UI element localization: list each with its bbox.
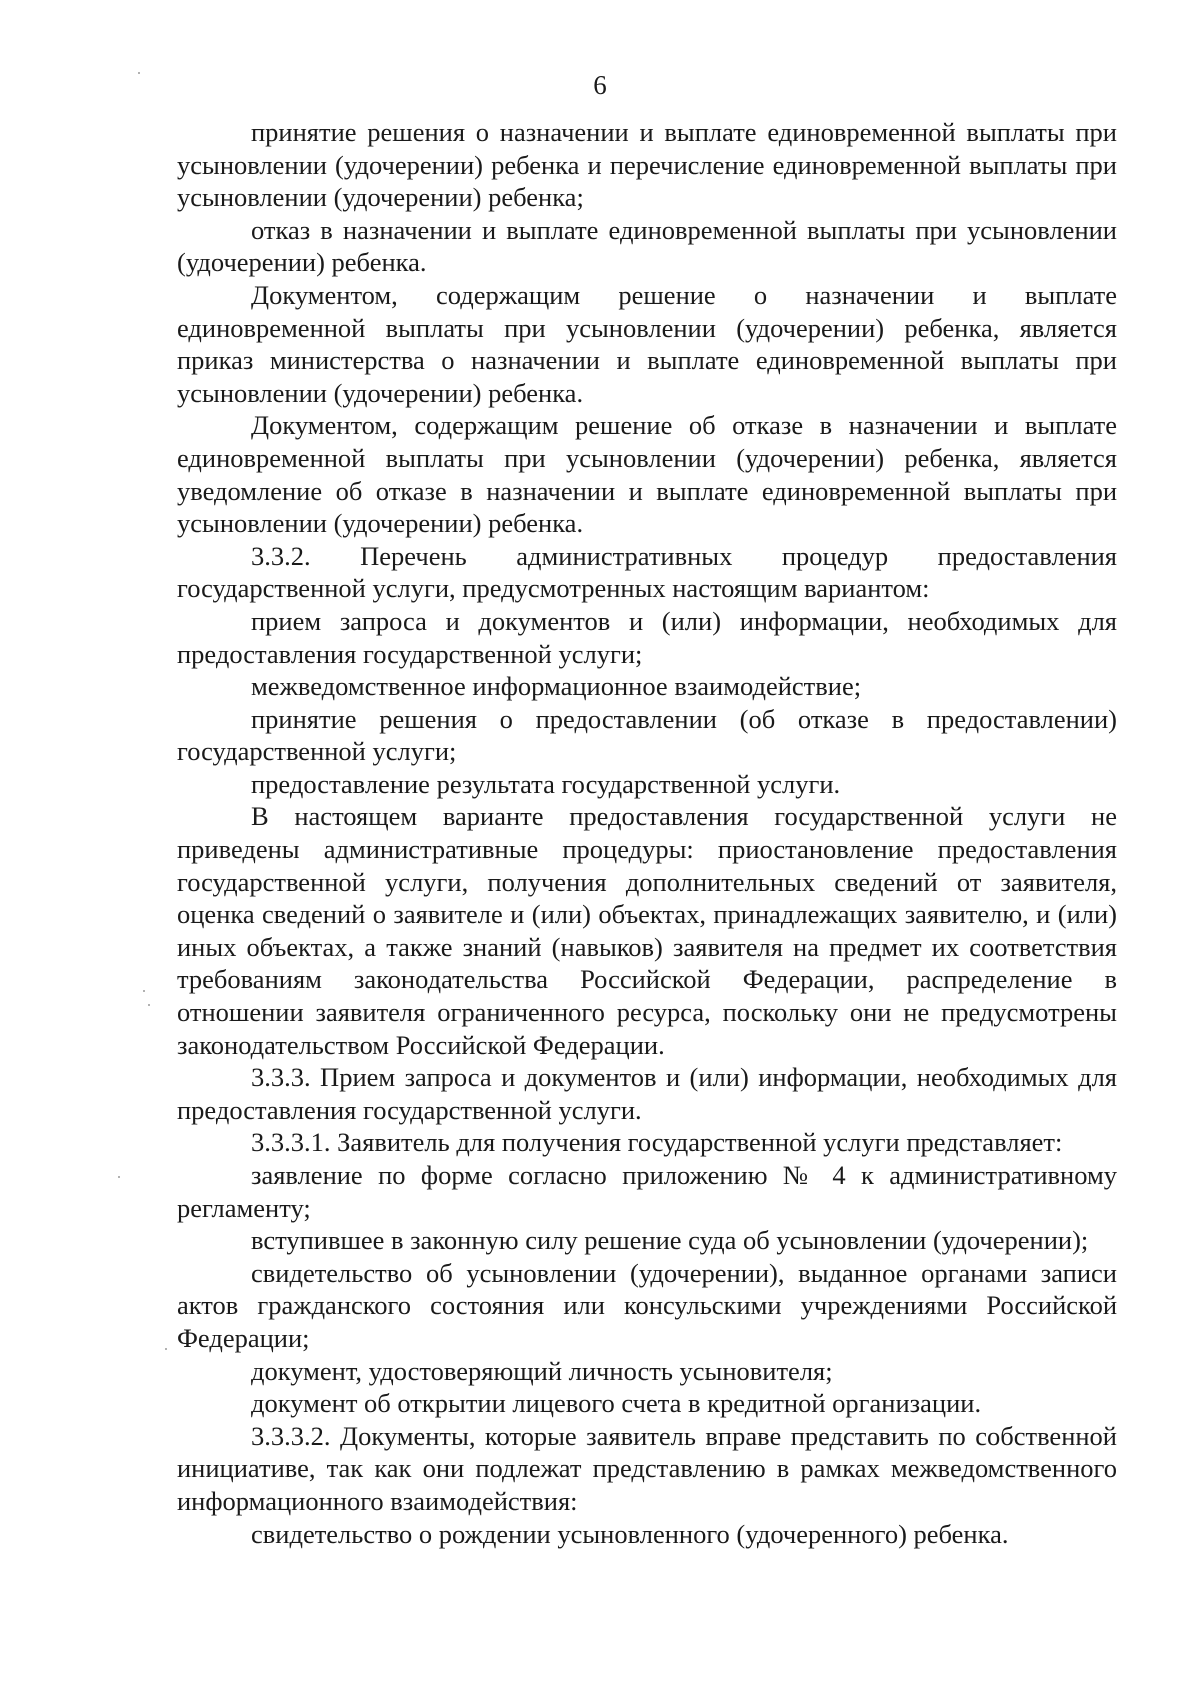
paragraph-19: свидетельство о рождении усыновленного (удочеренного) ребенка. xyxy=(251,1518,1009,1549)
scan-speck xyxy=(138,72,140,74)
page-number: 6 xyxy=(593,70,607,100)
paragraph-1: принятие решения о назначении и выплате единовременной выплаты при усыновлении (удочерении) ребенка и перечисление единовременной выплаты при усыновлении (удочерении) ребенка; xyxy=(177,117,1117,213)
paragraph-15: свидетельство об усыновлении (удочерении), выданное органами записи актов гражданского состояния или консульскими учреждениями Российской Федерации; xyxy=(177,1257,1117,1353)
paragraph-13: заявление по форме согласно приложению № 4 к административному регламенту; xyxy=(177,1160,1117,1223)
paragraph-12: 3.3.3.1. Заявитель для получения государственной услуги представляет: xyxy=(251,1127,1063,1158)
paragraph-2: отказ в назначении и выплате единовременной выплаты при усыновлении (удочерении) ребенка. xyxy=(177,214,1117,278)
paragraph-17: документ об открытии лицевого счета в кредитной организации. xyxy=(251,1388,982,1419)
paragraph-6: прием запроса и документов и (или) информации, необходимых для предоставления государственной услуги; xyxy=(177,605,1117,669)
paragraph-3: Документом, содержащим решение о назначении и выплате единовременной выплаты при усыновлении (удочерении) ребенка, является приказ министерства о назначении и выплате единовременной выплаты при усыновлении (удочерении) ребенка. xyxy=(177,279,1117,408)
paragraph-7: межведомственное информационное взаимодействие; xyxy=(251,671,862,702)
paragraph-14: вступившее в законную силу решение суда об усыновлении (удочерении); xyxy=(251,1225,1089,1256)
paragraph-8: принятие решения о предоставлении (об отказе в предоставлении) государственной услуги; xyxy=(177,703,1117,767)
scan-speck xyxy=(118,1176,120,1178)
paragraph-9: предоставление результата государственной услуги. xyxy=(251,768,841,799)
paragraph-4: Документом, содержащим решение об отказе в назначении и выплате единовременной выплаты при усыновлении (удочерении) ребенка, является уведомление об отказе в назначении и выплате единовременной выплаты при усыновлении (удочерении) ребенка. xyxy=(177,410,1117,539)
document-body xyxy=(177,116,1117,1550)
paragraph-16: документ, удостоверяющий личность усыновителя; xyxy=(251,1355,833,1386)
scan-speck xyxy=(165,1348,167,1350)
scan-speck xyxy=(143,990,145,992)
scan-speck xyxy=(148,1004,150,1006)
paragraph-10: В настоящем варианте предоставления государственной услуги не приведены административные процедуры: приостановление предоставления государственной услуги, получения дополнительных сведений от заявителя, оценка сведений о заявителе и (или) объектах, принадлежащих заявителю, и (или) иных объектах, а также знаний (навыков) заявителя на предмет их соответствия требованиям законодательства Российской Федерации, распределение в отношении заявителя ограниченного ресурса, поскольку они не предусмотрены законодательством Российской Федерации. xyxy=(177,801,1117,1060)
paragraph-5: 3.3.2. Перечень административных процедур предоставления государственной услуги, предусмотренных настоящим вариантом: xyxy=(177,540,1117,604)
paragraph-18: 3.3.3.2. Документы, которые заявитель вправе представить по собственной инициативе, так как они подлежат представлению в рамках межведомственного информационного взаимодействия: xyxy=(177,1420,1117,1516)
paragraph-11: 3.3.3. Прием запроса и документов и (или) информации, необходимых для предоставления государственной услуги. xyxy=(177,1062,1117,1125)
